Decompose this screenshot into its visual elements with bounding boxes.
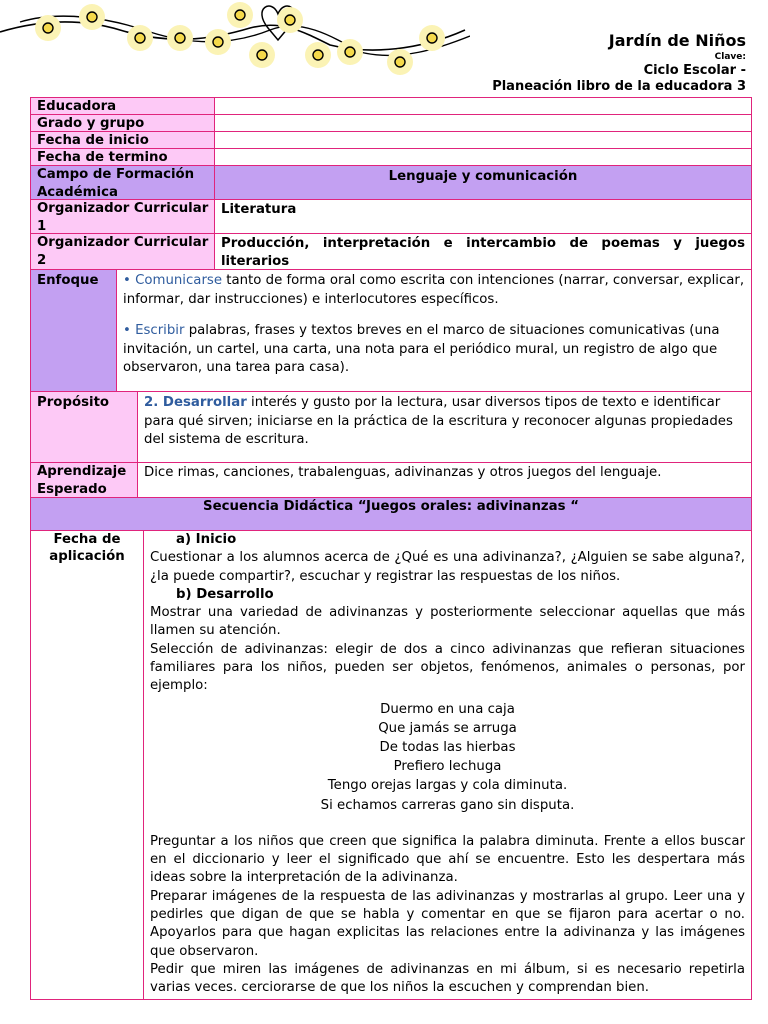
value-educadora xyxy=(215,98,751,114)
riddle-line: Duermo en una caja xyxy=(380,701,515,717)
value-grado xyxy=(215,115,751,131)
enfoque-text-1: tanto de forma oral como escrita con intenciones (narrar, conversar, explicar, informar, dar instrucciones) e interlocutores específicos. xyxy=(123,273,745,307)
value-campo: Lenguaje y comunicación xyxy=(215,166,751,199)
enfoque-key-comunicarse: • Comunicarse xyxy=(123,273,223,288)
value-fecha-inicio xyxy=(215,132,751,148)
value-aprendizaje: Dice rimas, canciones, trabalenguas, adivinanzas y otros juegos del lenguaje. xyxy=(144,465,662,480)
label-fecha-inicio: Fecha de inicio xyxy=(31,132,215,148)
label-grado: Grado y grupo xyxy=(31,115,215,131)
proposito-text: interés y gusto por la lectura, usar diversos tipos de texto e identificar para qué sirven; iniciarse en la práctica de la escritura y reconocer algunas propiedades del sistema de escritura. xyxy=(144,395,733,447)
label-fecha-aplicacion: Fecha de aplicación xyxy=(31,531,144,999)
proposito-key: 2. Desarrollar xyxy=(144,395,247,410)
label-organizador-1: Organizador Curricular 1 xyxy=(31,200,215,233)
enfoque-content xyxy=(117,270,751,391)
desarrollo-paragraph-1: Mostrar una variedad de adivinanzas y posteriormente seleccionar aquellas que más llamen su atención. xyxy=(150,605,745,639)
inicio-text: Cuestionar a los alumnos acerca de ¿Qué es una adivinanza?, ¿Alguien se sabe alguna?, ¿la puede compartir?, escuchar y registrar las respuestas de los niños. xyxy=(150,550,745,584)
label-educadora: Educadora xyxy=(31,98,215,114)
desarrollo-paragraph-3: Preguntar a los niños que creen que significa la palabra diminuta. Frente a ellos buscar en el diccionario y leer el significado que ahí se encuentre. Esto les despertara más ideas sobre la interpretación de la adivinanza. xyxy=(150,833,745,886)
row-actividad xyxy=(30,530,752,1000)
value-organizador-2: Producción, interpretación e intercambio de poemas y juegos literarios xyxy=(221,236,745,269)
row-campo xyxy=(30,165,752,200)
row-proposito xyxy=(30,391,752,463)
value-organizador-1: Literatura xyxy=(221,202,297,217)
clave-label: Clave: xyxy=(714,52,746,62)
desarrollo-paragraph-4: Preparar imágenes de la respuesta de las adivinanzas y mostrarlas al grupo. Leer una y pedirles que digan de que se habla y comentar en que se fijaron para acertar o no. Apoyarlos para que hagan explicitas las relaciones entre la adivinanza y las imágenes que observaron. xyxy=(150,888,745,959)
row-enfoque xyxy=(30,269,752,392)
row-secuencia xyxy=(30,497,752,531)
riddle-block xyxy=(150,700,745,815)
row-organizador-2 xyxy=(30,233,752,270)
row-educadora xyxy=(30,97,752,115)
school-name: Jardín de Niños xyxy=(608,31,746,50)
actividad-content xyxy=(144,531,751,999)
row-grado xyxy=(30,114,752,132)
enfoque-key-escribir: • Escribir xyxy=(123,323,185,338)
riddle-line: De todas las hierbas xyxy=(379,740,516,756)
riddle-line: Prefiero lechuga xyxy=(393,759,502,775)
inicio-heading: a) Inicio xyxy=(176,532,237,547)
riddle-line: Que jamás se arruga xyxy=(378,720,517,736)
enfoque-text-2: palabras, frases y textos breves en el marco de situaciones comunicativas (una invitación, un cartel, una carta, una nota para el periódico mural, un registro de algo que observaron, una tarea para casa). xyxy=(123,323,720,375)
ciclo-escolar: Ciclo Escolar - xyxy=(643,63,746,78)
value-fecha-termino xyxy=(215,149,751,165)
label-aprendizaje: Aprendizaje Esperado xyxy=(31,463,138,497)
row-fecha-termino xyxy=(30,148,752,166)
riddle-line: Tengo orejas largas y cola diminuta. xyxy=(327,778,568,794)
planeacion-title: Planeación libro de la educadora 3 xyxy=(492,79,746,94)
label-organizador-2: Organizador Curricular 2 xyxy=(31,234,215,269)
secuencia-title: Secuencia Didáctica “Juegos orales: adivinanzas “ xyxy=(31,498,751,530)
label-campo: Campo de Formación Académica xyxy=(31,166,215,199)
label-enfoque: Enfoque xyxy=(31,270,117,391)
proposito-content xyxy=(138,392,751,462)
row-organizador-1 xyxy=(30,199,752,234)
light-garland-decoration xyxy=(0,0,470,95)
row-fecha-inicio xyxy=(30,131,752,149)
riddle-line: Si echamos carreras gano sin disputa. xyxy=(320,797,575,813)
label-fecha-termino: Fecha de termino xyxy=(31,149,215,165)
desarrollo-paragraph-2: Selección de adivinanzas: elegir de dos a cinco adivinanzas que refieran situaciones familiares para los niños, pueden ser objetos, fenómenos, animales o personas, por ejemplo: xyxy=(150,641,745,694)
desarrollo-paragraph-5: Pedir que miren las imágenes de adivinanzas en mi álbum, si es necesario repetirla varias veces. cerciorarse de que los niños la escuchen y comprendan bien. xyxy=(150,961,745,996)
desarrollo-heading: b) Desarrollo xyxy=(176,586,274,602)
row-aprendizaje xyxy=(30,462,752,498)
label-proposito: Propósito xyxy=(31,392,138,462)
